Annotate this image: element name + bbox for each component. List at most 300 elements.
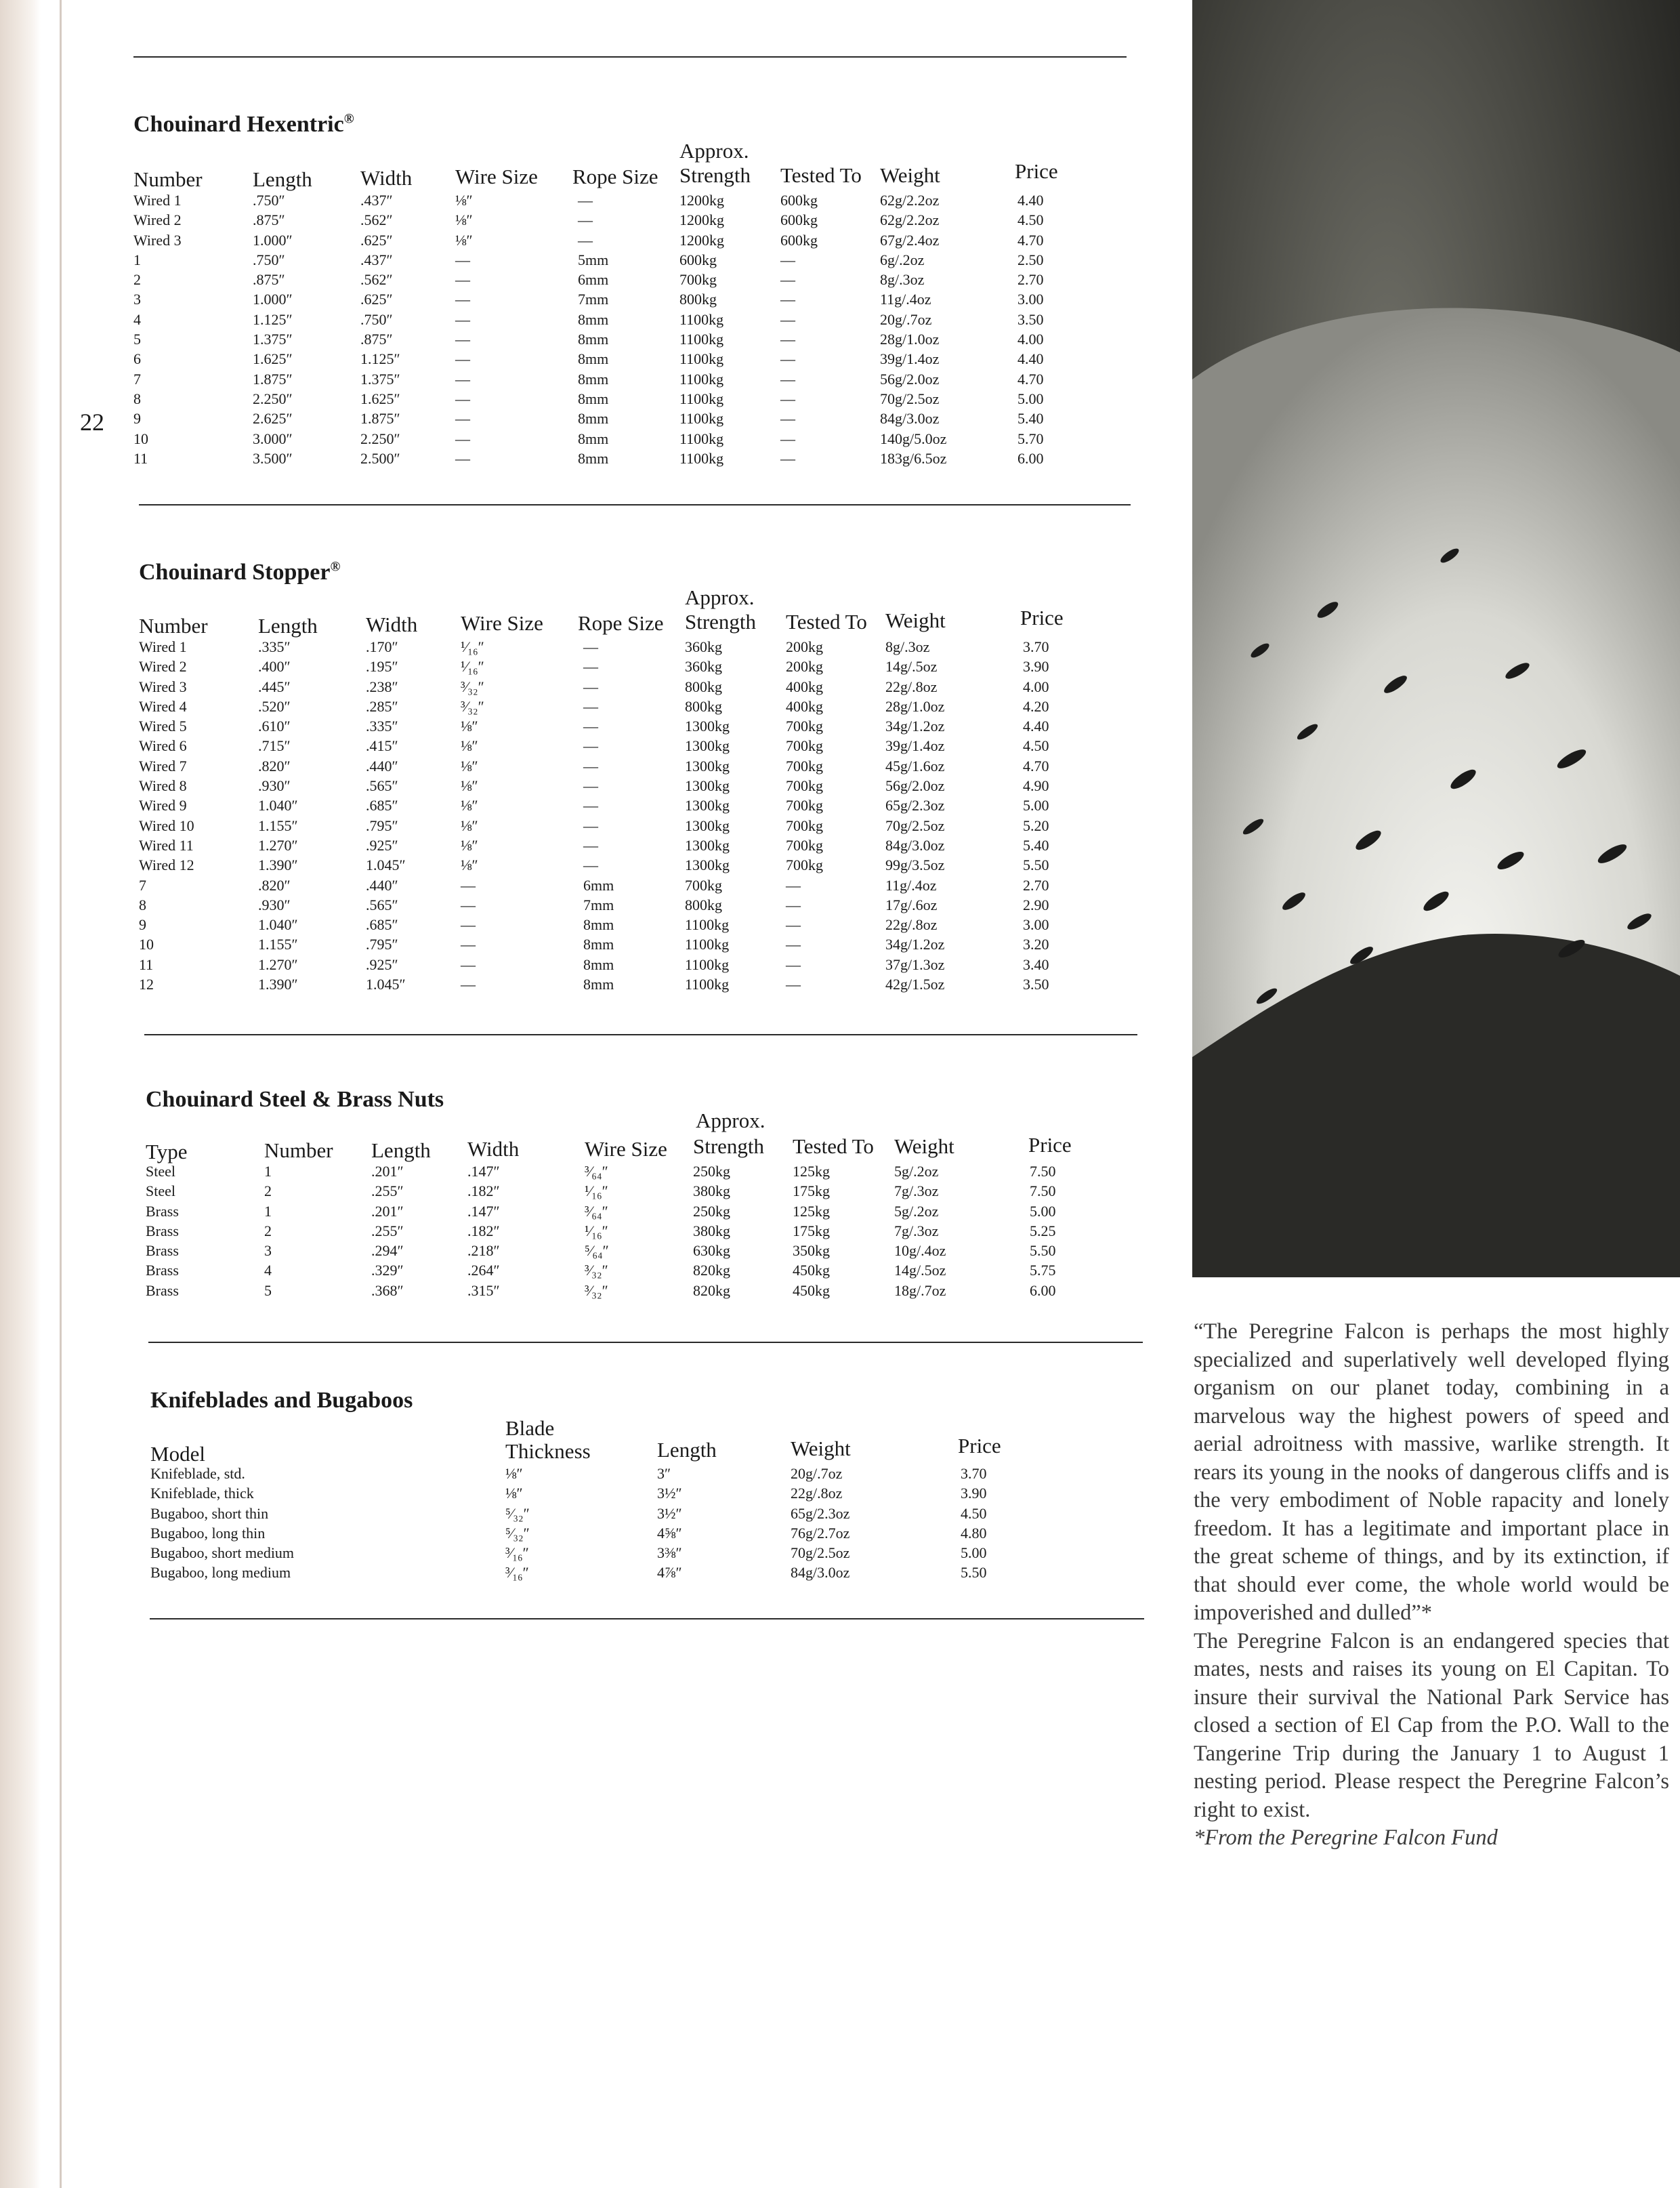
nuts-cell: Brass: [146, 1202, 179, 1220]
nuts-cell: .255″: [371, 1222, 404, 1239]
stopper-cell: Wired 3: [139, 678, 187, 695]
stopper-cell: 1300kg: [685, 836, 730, 854]
knifeblades-cell: 20g/.7oz: [791, 1465, 843, 1482]
nuts-cell: 1: [264, 1202, 272, 1220]
nuts-cell: ¹⁄₁₆″: [585, 1182, 608, 1200]
stopper-cell: Wired 10: [139, 817, 194, 834]
nuts-title: Chouinard Steel & Brass Nuts: [146, 1087, 444, 1112]
knifeblades-header-thickness: Thickness: [505, 1439, 591, 1463]
stopper-cell: 3.20: [1023, 936, 1049, 953]
knifeblades-cell: 4⅞″: [657, 1564, 682, 1582]
hexentric-cell: 8mm: [578, 449, 609, 467]
nuts-cell: .264″: [467, 1262, 500, 1279]
stopper-cell: 2.90: [1023, 896, 1049, 913]
nuts-cell: 125kg: [793, 1163, 830, 1180]
hexentric-cell: 8mm: [578, 350, 609, 368]
rule-after-hexentric: [139, 504, 1131, 505]
nuts-cell: 7g/.3oz: [894, 1222, 939, 1239]
knifeblades-cell: 4.80: [961, 1524, 987, 1542]
nuts-cell: Steel: [146, 1163, 175, 1180]
hexentric-cell: .437″: [360, 251, 393, 268]
nuts-cell: 175kg: [793, 1222, 830, 1239]
hexentric-cell: —: [455, 390, 470, 407]
stopper-header-length: Length: [258, 614, 318, 638]
hexentric-cell: 3.00: [1017, 291, 1044, 308]
stopper-cell: .820″: [258, 757, 291, 775]
stopper-cell: .565″: [366, 896, 398, 913]
knifeblades-cell: ³⁄₁₆″: [505, 1564, 529, 1582]
stopper-cell: 9: [139, 916, 146, 934]
nuts-header-price: Price: [1028, 1133, 1072, 1157]
stopper-title: Chouinard Stopper®: [139, 559, 341, 585]
stopper-cell: —: [583, 797, 598, 814]
stopper-cell: 34g/1.2oz: [885, 936, 945, 953]
knifeblades-cell: 3.70: [961, 1465, 987, 1482]
nuts-header-width: Width: [467, 1137, 520, 1161]
hexentric-cell: —: [455, 430, 470, 447]
stopper-cell: —: [583, 718, 598, 735]
stopper-cell: 1.270″: [258, 955, 298, 973]
hexentric-cell: 1100kg: [679, 350, 724, 368]
stopper-cell: 4.70: [1023, 757, 1049, 775]
hexentric-cell: .625″: [360, 231, 393, 249]
hexentric-cell: 1100kg: [679, 390, 724, 407]
nuts-cell: 250kg: [693, 1202, 730, 1220]
stopper-cell: .335″: [258, 638, 291, 655]
hexentric-cell: —: [780, 449, 795, 467]
knifeblades-cell: Knifeblade, thick: [150, 1485, 254, 1502]
stopper-cell: ³⁄₃₂″: [461, 678, 484, 695]
stopper-cell: Wired 2: [139, 658, 187, 676]
stopper-cell: ⅛″: [461, 718, 478, 735]
stopper-cell: .715″: [258, 737, 291, 755]
hexentric-cell: 1.000″: [253, 291, 293, 308]
nuts-cell: 5: [264, 1281, 272, 1299]
hexentric-cell: —: [578, 192, 593, 209]
nuts-cell: 380kg: [693, 1182, 730, 1200]
page-binding-edge: [0, 0, 41, 2188]
knifeblades-header-length: Length: [657, 1438, 717, 1462]
hexentric-cell: 1100kg: [679, 310, 724, 328]
stopper-cell: Wired 11: [139, 836, 194, 854]
binding-line: [60, 0, 62, 2188]
knifeblades-cell: Bugaboo, long medium: [150, 1564, 291, 1582]
peregrine-falcon-photo: [1192, 0, 1680, 1277]
stopper-cell: 700kg: [786, 817, 823, 834]
stopper-cell: —: [583, 638, 598, 655]
nuts-cell: 380kg: [693, 1222, 730, 1239]
nuts-cell: ³⁄₆₄″: [585, 1163, 608, 1180]
stopper-cell: —: [583, 777, 598, 795]
stopper-cell: ⅛″: [461, 757, 478, 775]
knifeblades-cell: ⅛″: [505, 1465, 523, 1482]
stopper-cell: —: [786, 896, 801, 913]
hexentric-cell: 1.125″: [253, 310, 293, 328]
nuts-cell: .182″: [467, 1222, 500, 1239]
nuts-cell: 7g/.3oz: [894, 1182, 939, 1200]
stopper-cell: .820″: [258, 876, 291, 894]
hexentric-cell: 67g/2.4oz: [880, 231, 940, 249]
hexentric-header-strength: Strength: [679, 163, 751, 187]
hexentric-cell: 28g/1.0oz: [880, 331, 940, 348]
hexentric-cell: 700kg: [679, 271, 717, 289]
nuts-header-tested-to: Tested To: [793, 1134, 874, 1158]
hexentric-cell: 8: [133, 390, 141, 407]
nuts-cell: 5g/.2oz: [894, 1163, 939, 1180]
hexentric-cell: 5: [133, 331, 141, 348]
nuts-cell: 2: [264, 1182, 272, 1200]
stopper-cell: 7mm: [583, 896, 614, 913]
hexentric-cell: —: [455, 350, 470, 368]
knifeblades-cell: 5.50: [961, 1564, 987, 1582]
hexentric-cell: 6.00: [1017, 449, 1044, 467]
hexentric-cell: 1.625″: [253, 350, 293, 368]
stopper-cell: —: [786, 876, 801, 894]
nuts-cell: 125kg: [793, 1202, 830, 1220]
hexentric-cell: .875″: [253, 271, 285, 289]
hexentric-cell: —: [455, 331, 470, 348]
hexentric-header-rope-size: Rope Size: [572, 165, 658, 188]
hexentric-cell: 3.50: [1017, 310, 1044, 328]
hexentric-cell: —: [455, 310, 470, 328]
stopper-cell: —: [461, 916, 476, 934]
stopper-cell: 1.270″: [258, 836, 298, 854]
knifeblades-header-weight: Weight: [791, 1437, 851, 1460]
stopper-cell: .445″: [258, 678, 291, 695]
nuts-cell: .368″: [371, 1281, 404, 1299]
stopper-cell: 17g/.6oz: [885, 896, 938, 913]
stopper-cell: 4.90: [1023, 777, 1049, 795]
stopper-header-number: Number: [139, 614, 208, 638]
stopper-cell: 1300kg: [685, 797, 730, 814]
hexentric-cell: Wired 2: [133, 211, 182, 229]
stopper-header-wire-size: Wire Size: [461, 611, 543, 635]
knifeblades-cell: 76g/2.7oz: [791, 1524, 850, 1542]
stopper-cell: 1100kg: [685, 955, 730, 973]
hexentric-cell: 5.40: [1017, 410, 1044, 428]
nuts-cell: 5g/.2oz: [894, 1202, 939, 1220]
nuts-cell: 18g/.7oz: [894, 1281, 946, 1299]
nuts-cell: 1: [264, 1163, 272, 1180]
stopper-cell: 11g/.4oz: [885, 876, 937, 894]
stopper-cell: ⅛″: [461, 797, 478, 814]
hexentric-cell: 3.000″: [253, 430, 293, 447]
nuts-cell: 3: [264, 1242, 272, 1260]
knifeblades-header-model: Model: [150, 1442, 205, 1466]
nuts-cell: Brass: [146, 1281, 179, 1299]
hexentric-cell: 10: [133, 430, 148, 447]
nuts-header-wire-size: Wire Size: [585, 1137, 667, 1161]
hexentric-cell: 4.70: [1017, 231, 1044, 249]
nuts-cell: Brass: [146, 1242, 179, 1260]
hexentric-cell: —: [455, 410, 470, 428]
stopper-cell: ³⁄₃₂″: [461, 697, 484, 715]
hexentric-cell: .750″: [253, 251, 285, 268]
hexentric-cell: 3: [133, 291, 141, 308]
hexentric-cell: 2: [133, 271, 141, 289]
stopper-cell: —: [583, 856, 598, 874]
hexentric-cell: 2.500″: [360, 449, 400, 467]
stopper-cell: .415″: [366, 737, 398, 755]
hexentric-cell: —: [780, 310, 795, 328]
stopper-cell: 22g/.8oz: [885, 678, 938, 695]
stopper-cell: 56g/2.0oz: [885, 777, 945, 795]
stopper-cell: 1.390″: [258, 856, 298, 874]
stopper-cell: 84g/3.0oz: [885, 836, 945, 854]
stopper-cell: 8mm: [583, 955, 614, 973]
nuts-cell: Brass: [146, 1222, 179, 1239]
stopper-cell: 1.155″: [258, 936, 298, 953]
hexentric-cell: 2.625″: [253, 410, 293, 428]
hexentric-cell: —: [780, 291, 795, 308]
rule-after-stopper: [144, 1034, 1137, 1035]
stopper-cell: ⅛″: [461, 856, 478, 874]
nuts-cell: 820kg: [693, 1262, 730, 1279]
nuts-cell: .218″: [467, 1242, 500, 1260]
hexentric-cell: 6mm: [578, 271, 609, 289]
knifeblades-title: Knifeblades and Bugaboos: [150, 1388, 413, 1413]
hexentric-cell: —: [780, 390, 795, 407]
hexentric-cell: 11g/.4oz: [880, 291, 931, 308]
hexentric-cell: 600kg: [780, 192, 818, 209]
hexentric-header-number: Number: [133, 167, 203, 191]
hexentric-cell: .625″: [360, 291, 393, 308]
stopper-cell: ¹⁄₁₆″: [461, 638, 484, 655]
hexentric-cell: —: [780, 331, 795, 348]
hexentric-cell: 1.375″: [360, 370, 400, 388]
stopper-cell: 99g/3.5oz: [885, 856, 945, 874]
hexentric-cell: 56g/2.0oz: [880, 370, 940, 388]
hexentric-cell: —: [455, 291, 470, 308]
stopper-cell: Wired 1: [139, 638, 187, 655]
quote-text: “The Peregrine Falcon is perhaps the most highly specialized and superlatively well developed flying organism on our planet today, combining in a marvelous way the highest powers of speed and aerial adroitness with massive, warlike strength. It rears its young in the nooks of dangerous cliffs and is the very embodiment of Noble rapacity and lonely freedom. It has a legitimate and important place in the great scheme of things, and by its extinction, if that should ever come, the whole world would be impoverished and dulled”*: [1194, 1319, 1669, 1625]
nuts-cell: 450kg: [793, 1262, 830, 1279]
stopper-cell: 800kg: [685, 697, 722, 715]
hexentric-cell: 2.250″: [360, 430, 400, 447]
stopper-cell: —: [583, 678, 598, 695]
stopper-cell: 8mm: [583, 916, 614, 934]
knifeblades-cell: ⁵⁄₃₂″: [505, 1524, 530, 1542]
stopper-header-tested-to: Tested To: [786, 610, 867, 634]
stopper-cell: —: [583, 697, 598, 715]
stopper-cell: 3.00: [1023, 916, 1049, 934]
stopper-cell: —: [461, 896, 476, 913]
stopper-cell: 28g/1.0oz: [885, 697, 945, 715]
stopper-cell: ⅛″: [461, 777, 478, 795]
stopper-cell: 3.40: [1023, 955, 1049, 973]
stopper-cell: 6mm: [583, 876, 614, 894]
nuts-cell: .294″: [371, 1242, 404, 1260]
hexentric-cell: 1100kg: [679, 449, 724, 467]
hexentric-cell: —: [780, 251, 795, 268]
knifeblades-cell: ⅛″: [505, 1485, 523, 1502]
hexentric-cell: 1100kg: [679, 331, 724, 348]
hexentric-cell: 8mm: [578, 390, 609, 407]
hexentric-cell: 62g/2.2oz: [880, 211, 940, 229]
hexentric-cell: ⅛″: [455, 211, 473, 229]
hexentric-cell: —: [455, 370, 470, 388]
falcon-quote: [1194, 1318, 1669, 1853]
quote-notice: The Peregrine Falcon is an endangered species that mates, nests and raises its young on El Capitan. To insure their survival the National Park Service has closed a section of El Cap from the P.O. Wall to the Tangerine Trip during the January 1 to August 1 nesting period. Please respect the Peregrine Falcon’s right to exist.: [1194, 1628, 1669, 1822]
stopper-cell: 700kg: [685, 876, 722, 894]
nuts-header-type: Type: [146, 1140, 188, 1163]
hexentric-cell: —: [578, 231, 593, 249]
stopper-cell: 5.20: [1023, 817, 1049, 834]
hexentric-cell: 4: [133, 310, 141, 328]
stopper-cell: .930″: [258, 777, 291, 795]
nuts-cell: Steel: [146, 1182, 175, 1200]
stopper-cell: 1300kg: [685, 817, 730, 834]
stopper-cell: .440″: [366, 757, 398, 775]
stopper-cell: —: [786, 916, 801, 934]
stopper-cell: .170″: [366, 638, 398, 655]
stopper-cell: 1.040″: [258, 797, 298, 814]
stopper-cell: 4.40: [1023, 718, 1049, 735]
stopper-cell: Wired 7: [139, 757, 187, 775]
hexentric-cell: 1200kg: [679, 231, 724, 249]
stopper-cell: 700kg: [786, 856, 823, 874]
hexentric-header-weight: Weight: [880, 163, 940, 187]
stopper-cell: 1300kg: [685, 777, 730, 795]
knifeblades-cell: 4.50: [961, 1504, 987, 1522]
stopper-cell: —: [786, 936, 801, 953]
hexentric-cell: ⅛″: [455, 192, 473, 209]
stopper-cell: 700kg: [786, 718, 823, 735]
hexentric-cell: —: [780, 350, 795, 368]
hexentric-cell: 8mm: [578, 331, 609, 348]
hexentric-cell: 70g/2.5oz: [880, 390, 940, 407]
nuts-cell: ³⁄₃₂″: [585, 1281, 608, 1299]
stopper-cell: 1.155″: [258, 817, 298, 834]
nuts-header-approx: Approx.: [696, 1109, 765, 1132]
stopper-cell: Wired 12: [139, 856, 194, 874]
stopper-cell: 8mm: [583, 976, 614, 993]
nuts-cell: 820kg: [693, 1281, 730, 1299]
hexentric-header-length: Length: [253, 167, 312, 191]
stopper-cell: Wired 5: [139, 718, 187, 735]
stopper-cell: 1100kg: [685, 976, 730, 993]
knifeblades-cell: 5.00: [961, 1544, 987, 1562]
stopper-cell: .610″: [258, 718, 291, 735]
stopper-cell: 1300kg: [685, 856, 730, 874]
stopper-cell: —: [461, 955, 476, 973]
stopper-cell: 1.390″: [258, 976, 298, 993]
knifeblades-cell: Bugaboo, long thin: [150, 1524, 266, 1542]
stopper-cell: 200kg: [786, 638, 823, 655]
stopper-header-approx: Approx.: [685, 585, 755, 609]
hexentric-cell: 1.625″: [360, 390, 400, 407]
registered-mark: ®: [343, 111, 354, 127]
hexentric-cell: —: [455, 251, 470, 268]
stopper-cell: 360kg: [685, 638, 722, 655]
stopper-cell: 700kg: [786, 737, 823, 755]
stopper-cell: 22g/.8oz: [885, 916, 938, 934]
quote-source: *From the Peregrine Falcon Fund: [1194, 1825, 1498, 1850]
nuts-cell: .255″: [371, 1182, 404, 1200]
knifeblades-cell: 84g/3.0oz: [791, 1564, 850, 1582]
nuts-cell: ³⁄₃₂″: [585, 1262, 608, 1279]
stopper-cell: —: [461, 936, 476, 953]
hexentric-cell: .437″: [360, 192, 393, 209]
nuts-cell: .329″: [371, 1262, 404, 1279]
knifeblades-cell: ³⁄₁₆″: [505, 1544, 529, 1562]
hexentric-cell: —: [780, 430, 795, 447]
hexentric-cell: .750″: [253, 192, 285, 209]
stopper-cell: 700kg: [786, 836, 823, 854]
stopper-cell: Wired 9: [139, 797, 187, 814]
nuts-cell: 5.50: [1030, 1242, 1056, 1260]
hexentric-cell: 1.875″: [360, 410, 400, 428]
hexentric-cell: 1.000″: [253, 231, 293, 249]
stopper-cell: 1300kg: [685, 757, 730, 775]
stopper-cell: 1300kg: [685, 737, 730, 755]
nuts-cell: ⁵⁄₆₄″: [585, 1242, 609, 1260]
nuts-cell: .147″: [467, 1163, 500, 1180]
stopper-cell: .400″: [258, 658, 291, 676]
hexentric-cell: 4.00: [1017, 331, 1044, 348]
stopper-cell: 1.040″: [258, 916, 298, 934]
stopper-cell: —: [786, 976, 801, 993]
hexentric-cell: Wired 1: [133, 192, 182, 209]
stopper-cell: 7: [139, 876, 146, 894]
hexentric-cell: —: [780, 410, 795, 428]
stopper-cell: 42g/1.5oz: [885, 976, 945, 993]
stopper-cell: .195″: [366, 658, 398, 676]
hexentric-header-approx: Approx.: [679, 139, 749, 163]
stopper-cell: 12: [139, 976, 154, 993]
hexentric-cell: 8mm: [578, 310, 609, 328]
stopper-cell: 37g/1.3oz: [885, 955, 945, 973]
hexentric-cell: 8mm: [578, 370, 609, 388]
stopper-cell: 5.50: [1023, 856, 1049, 874]
nuts-cell: 5.75: [1030, 1262, 1056, 1279]
hexentric-cell: 1200kg: [679, 192, 724, 209]
hexentric-cell: 600kg: [679, 251, 717, 268]
hexentric-cell: 1100kg: [679, 430, 724, 447]
stopper-header-weight: Weight: [885, 608, 946, 632]
hexentric-cell: 2.70: [1017, 271, 1044, 289]
hexentric-cell: —: [578, 211, 593, 229]
stopper-cell: 1100kg: [685, 936, 730, 953]
rule-top: [133, 56, 1127, 58]
hexentric-cell: 1200kg: [679, 211, 724, 229]
hexentric-cell: 6: [133, 350, 141, 368]
stopper-cell: ¹⁄₁₆″: [461, 658, 484, 676]
hexentric-cell: 62g/2.2oz: [880, 192, 940, 209]
hexentric-cell: —: [455, 449, 470, 467]
knifeblades-cell: 3⅜″: [657, 1544, 682, 1562]
falcon-illustration: [1192, 0, 1680, 1277]
stopper-cell: 45g/1.6oz: [885, 757, 945, 775]
nuts-cell: 5.25: [1030, 1222, 1056, 1239]
hexentric-cell: 1.375″: [253, 331, 293, 348]
hexentric-header-wire-size: Wire Size: [455, 165, 538, 188]
nuts-cell: 2: [264, 1222, 272, 1239]
hexentric-cell: 4.70: [1017, 370, 1044, 388]
stopper-cell: —: [583, 817, 598, 834]
stopper-cell: 11: [139, 955, 154, 973]
nuts-header-weight: Weight: [894, 1134, 954, 1158]
rule-after-nuts: [148, 1342, 1143, 1343]
stopper-header-price: Price: [1020, 606, 1064, 629]
nuts-header-length: Length: [371, 1138, 431, 1162]
hexentric-cell: 5.00: [1017, 390, 1044, 407]
stopper-cell: Wired 6: [139, 737, 187, 755]
hexentric-cell: 20g/.7oz: [880, 310, 932, 328]
stopper-cell: .520″: [258, 697, 291, 715]
stopper-cell: ⅛″: [461, 817, 478, 834]
page-number: 22: [80, 409, 104, 436]
